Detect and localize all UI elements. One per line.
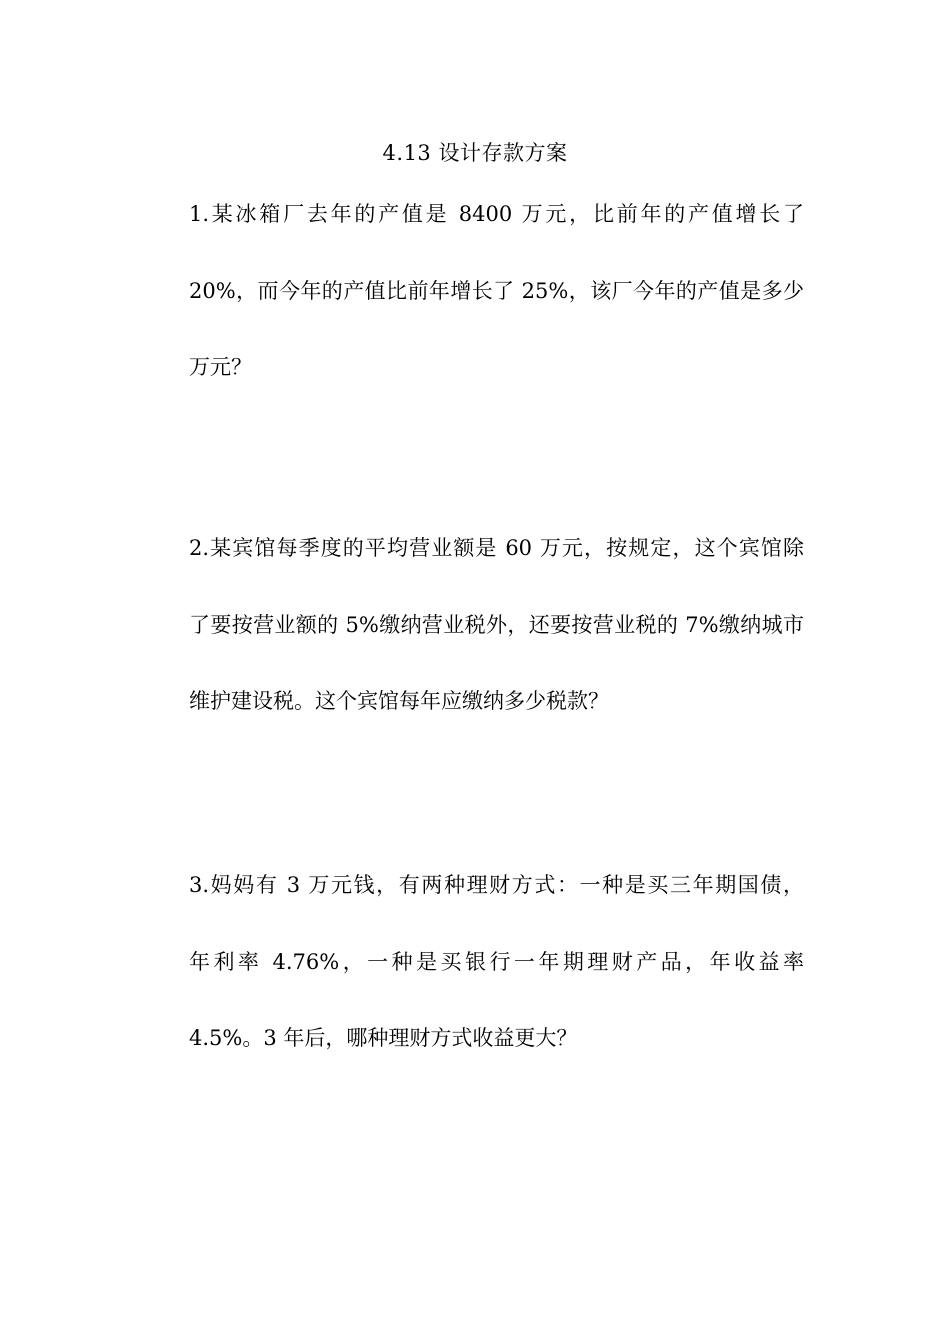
problem-3-line-3: 4.5%。3 年后，哪种理财方式收益更大？ <box>189 1026 578 1050</box>
problem-2-line-3: 维护建设税。这个宾馆每年应缴纳多少税款？ <box>189 689 609 713</box>
problem-1-line-1: 1.某冰箱厂去年的产值是 8400 万元，比前年的产值增长了 <box>189 202 804 226</box>
problem-1-line-3: 万元？ <box>189 355 252 379</box>
problem-1-line-2: 20%，而今年的产值比前年增长了 25%，该厂今年的产值是多少 <box>189 279 804 303</box>
page-title: 4.13 设计存款方案 <box>382 141 568 165</box>
problem-3-line-2: 年利率 4.76%，一种是买银行一年期理财产品，年收益率 <box>189 950 804 974</box>
problem-2-line-1: 2.某宾馆每季度的平均营业额是 60 万元，按规定，这个宾馆除 <box>189 536 804 560</box>
problem-2-line-2: 了要按营业额的 5%缴纳营业税外，还要按营业税的 7%缴纳城市 <box>189 613 804 637</box>
problem-3-line-1: 3.妈妈有 3 万元钱，有两种理财方式：一种是买三年期国债， <box>189 873 804 897</box>
